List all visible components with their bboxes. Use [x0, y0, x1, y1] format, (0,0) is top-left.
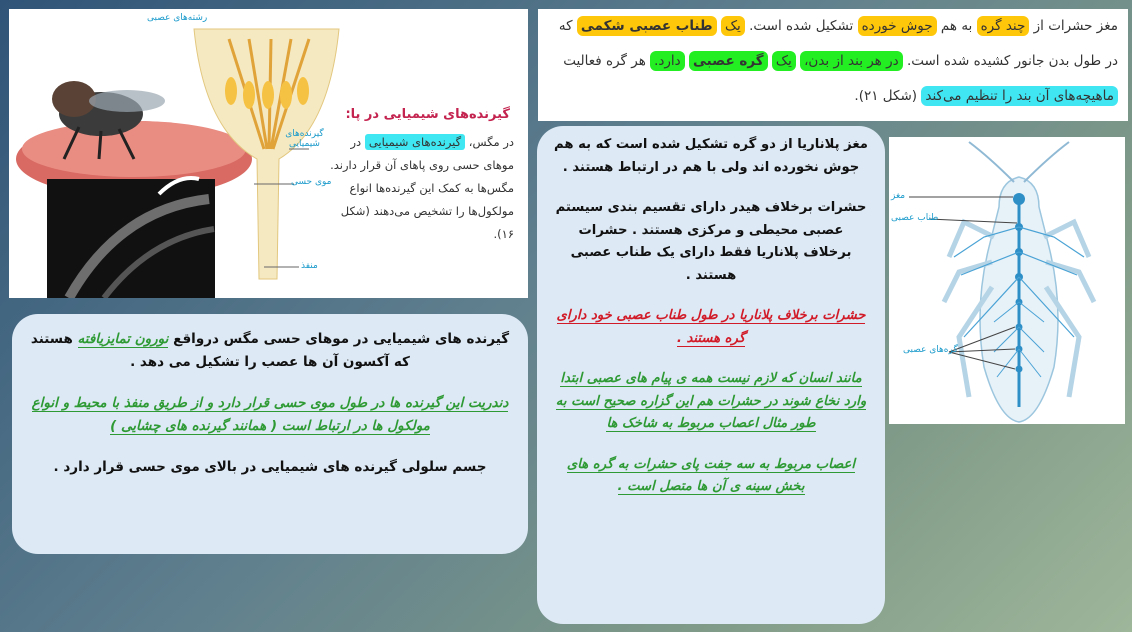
book-s10: یک	[772, 51, 796, 71]
label-ganglia: گره‌های عصبی	[903, 345, 958, 355]
note-left-p2	[30, 392, 510, 438]
note-nervous-systems	[537, 126, 885, 624]
note-mid-p4-text: مانند انسان که لازم نیست همه ی پیام های عصبی ابتدا وارد نخاع شوند در حشرات هم این گزاره صحیح است به طور مثال اعصاب مربوط به شاخک ها	[555, 371, 867, 431]
insect-illustration	[889, 137, 1125, 424]
fig-text-highlight: گیرنده‌های شیمیایی	[365, 134, 465, 150]
note-left-p1b: نورون تمایزیافته	[77, 331, 169, 347]
label-chem-receptors: گیرنده‌های شیمیایی	[285, 129, 324, 149]
book-s13: هر گره فعالیت	[563, 53, 646, 69]
fig-description	[329, 131, 514, 246]
book-s8: که در طول بدن جانور کشیده شده است.	[558, 18, 1118, 69]
book-s1: مغز حشرات از	[1033, 18, 1118, 34]
label-brain: مغز	[891, 191, 906, 201]
book-s3: به هم	[940, 18, 973, 34]
note-left-p1a: گیرنده های شیمیایی در موهای حسی مگس درواقع	[173, 331, 510, 347]
note-mid-p5-text: اعصاب مربوط به سه جفت پای حشرات به گره های بخش سینه ی آن ها متصل است .	[566, 456, 856, 494]
note-mid-p2: حشرات برخلاف هیدر دارای تقسیم بندی سیستم عصبی محیطی و مرکزی هستند . حشرات برخلاف پلاناریا فقط دارای یک طناب عصبی هستند .	[555, 200, 867, 283]
fig-text-1: در مگس،	[468, 135, 514, 149]
insect-nervous-figure	[889, 137, 1125, 424]
note-mid-p1: مغز پلاناریا از دو گره تشکیل شده است که به هم جوش نخورده اند ولی با هم در ارتباط هستند .	[554, 137, 868, 175]
book-s14: ماهیچه‌های آن بند را تنظیم می‌کند	[921, 86, 1118, 106]
book-s12: دارد.	[650, 51, 685, 71]
label-sensory-hair: موی حسی	[291, 177, 332, 187]
note-mid-p5	[553, 454, 869, 499]
note-left-p1c: هستند که آکسون آن ها عصب را تشکیل می دهد .	[30, 331, 410, 370]
note-mid-p4	[553, 368, 869, 436]
book-s7: طناب عصبی شکمی	[577, 16, 717, 36]
note-left-p3: جسم سلولی گیرنده های شیمیایی در بالای موی حسی قرار دارد .	[53, 459, 487, 475]
note-left-p2-text: دندریت این گیرنده ها در طول موی حسی قرار دارد و از طریق منفذ با محیط و انواع مولکول ها در ارتباط است ( همانند گیرنده های چشایی )	[31, 395, 509, 434]
book-s9: در هر بند از بدن،	[800, 51, 903, 71]
textbook-excerpt	[538, 9, 1128, 121]
note-mid-p3-text: حشرات برخلاف پلاناریا در طول طناب عصبی خود دارای گره هستند .	[556, 308, 866, 346]
book-s15: (شکل ۲۱).	[854, 88, 918, 104]
book-s5: تشکیل شده است.	[749, 18, 854, 34]
label-hole: منفذ	[301, 261, 318, 271]
book-s11: گره عصبی	[689, 51, 768, 71]
fly-receptor-figure	[9, 9, 528, 298]
note-chemoreceptors	[12, 314, 528, 554]
fig-heading: گیرنده‌های شیمیایی در پا:	[345, 107, 510, 122]
label-nerve-fibers: رشته‌های عصبی	[147, 13, 208, 23]
fig-text-2: در موهای حسی روی پاهای آن قرار دارند. مگس‌ها به کمک این گیرنده‌ها انواع مولکول‌ها را تشخیص می‌دهند (شکل ۱۶).	[330, 135, 514, 241]
book-s2: چند گره	[977, 16, 1030, 36]
book-s4: جوش خورده	[858, 16, 937, 36]
note-left-p1	[30, 328, 510, 374]
book-s6: یک	[721, 16, 745, 36]
note-mid-p3	[553, 305, 869, 350]
label-nerve-cord: طناب عصبی	[891, 213, 939, 223]
